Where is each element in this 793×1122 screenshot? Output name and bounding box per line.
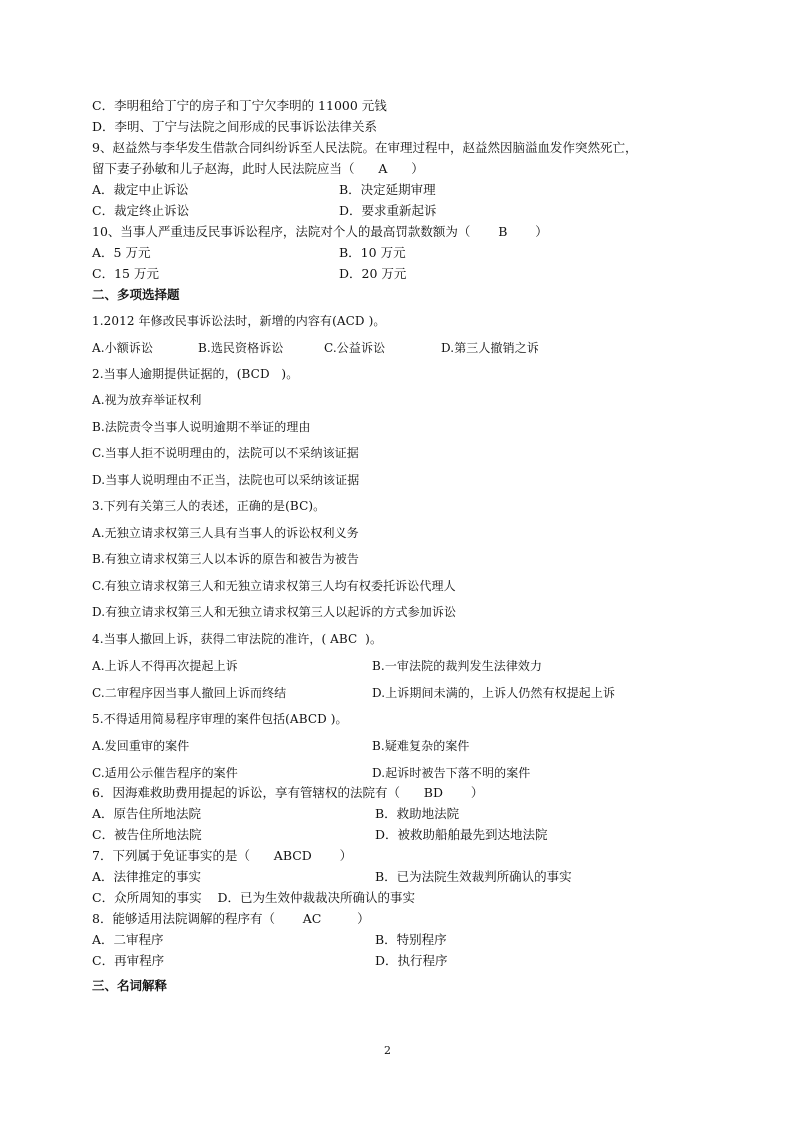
option-line: D.第三人撤销之诉: [441, 341, 539, 355]
option-line: A.小额诉讼: [92, 341, 154, 355]
option-line: B．10 万元: [339, 245, 406, 260]
question-m3: 3.下列有关第三人的表述，正确的是(BC)。: [92, 499, 326, 513]
option-line: B．救助地法院: [375, 806, 460, 821]
question-m6: 6．因海难救助费用提起的诉讼，享有管辖权的法院有（ BD ）: [92, 785, 484, 800]
option-line: A.上诉人不得再次提起上诉: [92, 659, 238, 673]
option-line: A.发回重审的案件: [92, 739, 190, 753]
option-line: D.起诉时被告下落不明的案件: [372, 766, 531, 780]
option-line: D.上诉期间未满的，上诉人仍然有权提起上诉: [372, 686, 616, 700]
option-line: A．法律推定的事实: [92, 869, 202, 884]
page-number: 2: [384, 1044, 391, 1057]
option-line: B．特别程序: [375, 932, 447, 947]
question-10: 10、当事人严重违反民事诉讼程序，法院对个人的最高罚款数额为（ B ）: [92, 224, 548, 239]
option-line: A．原告住所地法院: [92, 806, 202, 821]
option-line: B．决定延期审理: [339, 182, 436, 197]
option-line: A．二审程序: [92, 932, 164, 947]
option-line: C．李明租给丁宁的房子和丁宁欠李明的 11000 元钱: [92, 98, 387, 113]
question-m5: 5.不得适用简易程序审理的案件包括(ABCD )。: [92, 712, 348, 726]
question-m8: 8．能够适用法院调解的程序有（ AC ）: [92, 911, 370, 926]
option-line: D．要求重新起诉: [339, 203, 437, 218]
option-line: A.无独立请求权第三人具有当事人的诉讼权利义务: [92, 526, 359, 540]
option-line: D.当事人说明理由不正当，法院也可以采纳该证据: [92, 473, 360, 487]
option-line: C．裁定终止诉讼: [92, 203, 190, 218]
option-line: A.视为放弃举证权利: [92, 393, 202, 407]
option-line: D．李明、丁宁与法院之间形成的民事诉讼法律关系: [92, 119, 378, 134]
option-line: C.二审程序因当事人撤回上诉而终结: [92, 686, 287, 700]
option-line: A．5 万元: [92, 245, 151, 260]
option-line: C.当事人拒不说明理由的，法院可以不采纳该证据: [92, 446, 359, 460]
option-line: B.有独立请求权第三人以本诉的原告和被告为被告: [92, 552, 359, 566]
option-line: B.选民资格诉讼: [198, 341, 284, 355]
option-line: B．已为法院生效裁判所确认的事实: [375, 869, 572, 884]
section-heading: 二、多项选择题: [92, 287, 180, 302]
option-line: C．众所周知的事实 D．已为生效仲裁裁决所确认的事实: [92, 890, 415, 905]
option-line: D．被救助船舶最先到达地法院: [375, 827, 548, 842]
option-line: D．20 万元: [339, 266, 407, 281]
question-9-cont: 留下妻子孙敏和儿子赵海，此时人民法院应当（ A ）: [92, 161, 424, 176]
option-line: C．再审程序: [92, 953, 165, 968]
question-m4: 4.当事人撤回上诉，获得二审法院的准许，( ABC )。: [92, 632, 383, 646]
option-line: C．15 万元: [92, 266, 159, 281]
option-line: D.有独立请求权第三人和无独立请求权第三人以起诉的方式参加诉讼: [92, 605, 457, 619]
option-line: C．被告住所地法院: [92, 827, 202, 842]
option-line: B.一审法院的裁判发生法律效力: [372, 659, 543, 673]
question-m2: 2.当事人逾期提供证据的，(BCD )。: [92, 367, 299, 381]
option-line: B.疑难复杂的案件: [372, 739, 470, 753]
option-line: B.法院责令当事人说明逾期不举证的理由: [92, 420, 311, 434]
option-line: D．执行程序: [375, 953, 448, 968]
question-9: 9、赵益然与李华发生借款合同纠纷诉至人民法院。在审理过程中，赵益然因脑溢血发作突然死亡，: [92, 140, 638, 155]
option-line: C.公益诉讼: [324, 341, 386, 355]
section-heading: 三、名词解释: [92, 978, 168, 993]
question-m7: 7．下列属于免证事实的是（ ABCD ）: [92, 848, 353, 863]
option-line: C.适用公示催告程序的案件: [92, 766, 238, 780]
option-line: A．裁定中止诉讼: [92, 182, 189, 197]
question-m1: 1.2012 年修改民事诉讼法时，新增的内容有(ACD )。: [92, 314, 386, 328]
option-line: C.有独立请求权第三人和无独立请求权第三人均有权委托诉讼代理人: [92, 579, 456, 593]
